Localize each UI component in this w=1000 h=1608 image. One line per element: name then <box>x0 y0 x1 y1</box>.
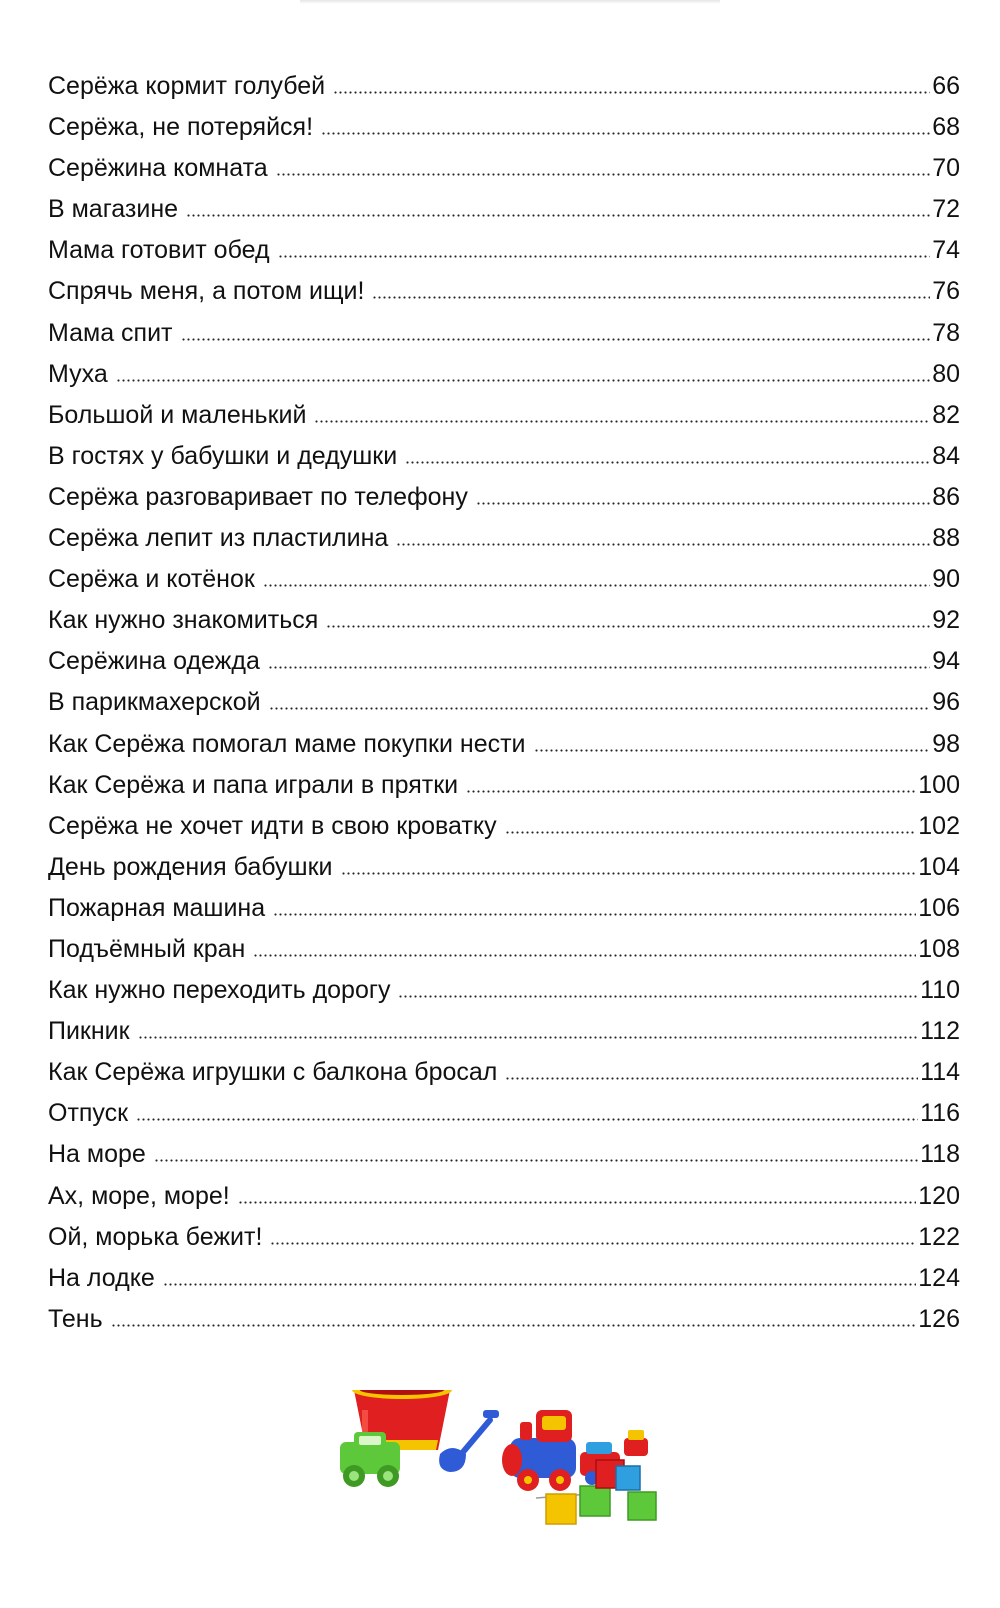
toc-entry-page-number: 80 <box>932 359 960 388</box>
toc-entry <box>48 641 960 682</box>
toc-dot-leader <box>405 461 930 464</box>
toc-entry <box>48 477 960 518</box>
toc-entry-page-number: 112 <box>920 1017 960 1046</box>
toc-entry-page-number: 118 <box>920 1140 960 1169</box>
toc-dot-leader <box>534 749 931 752</box>
table-of-contents <box>48 66 960 1340</box>
toc-dot-leader <box>466 790 916 793</box>
toc-entry-page-number: 114 <box>920 1058 960 1087</box>
toc-entry <box>48 148 960 189</box>
toc-entry <box>48 847 960 888</box>
toc-entry-title: Пожарная машина <box>48 893 266 922</box>
toc-entry <box>48 1052 960 1093</box>
toc-entry-page-number: 78 <box>932 318 960 347</box>
toc-entry-page-number: 90 <box>932 565 960 594</box>
toc-dot-leader <box>263 584 930 587</box>
toc-entry <box>48 1299 960 1340</box>
toc-entry <box>48 765 960 806</box>
toc-entry <box>48 518 960 559</box>
toc-entry-page-number: 72 <box>932 195 960 224</box>
toc-entry-title: Как Серёжа помогал маме покупки нести <box>48 729 526 758</box>
toc-entry-page-number: 68 <box>932 113 960 142</box>
toc-dot-leader <box>253 954 916 957</box>
toc-entry-page-number: 120 <box>918 1181 960 1210</box>
toc-entry <box>48 1258 960 1299</box>
toc-entry-page-number: 108 <box>918 934 960 963</box>
toc-dot-leader <box>341 872 917 875</box>
toc-entry <box>48 189 960 230</box>
toc-entry-title: Пикник <box>48 1017 130 1046</box>
toc-entry-page-number: 116 <box>920 1099 960 1128</box>
toc-entry-page-number: 74 <box>932 236 960 265</box>
toc-entry <box>48 1176 960 1217</box>
toc-entry-title: На море <box>48 1140 146 1169</box>
toc-entry-page-number: 70 <box>932 154 960 183</box>
toc-entry-title: Как Серёжа игрушки с балкона бросал <box>48 1058 498 1087</box>
toc-entry-title: Тень <box>48 1304 103 1333</box>
toc-entry <box>48 929 960 970</box>
toc-entry-page-number: 94 <box>932 647 960 676</box>
toc-dot-leader <box>273 913 916 916</box>
toc-entry-title: Ой, морька бежит! <box>48 1222 263 1251</box>
toc-entry <box>48 1093 960 1134</box>
toc-entry <box>48 1011 960 1052</box>
toc-entry-title: Как Серёжа и папа играли в прятки <box>48 770 459 799</box>
toc-entry <box>48 970 960 1011</box>
toc-dot-leader <box>505 1077 918 1080</box>
toc-entry-title: Серёжина одежда <box>48 647 260 676</box>
toc-entry-title: Подъёмный кран <box>48 934 246 963</box>
toc-entry <box>48 354 960 395</box>
toc-entry-title: Серёжа не хочет идти в свою кроватку <box>48 811 497 840</box>
toc-dot-leader <box>111 1324 917 1327</box>
toc-dot-leader <box>326 625 930 628</box>
page-top-edge <box>300 0 720 4</box>
toc-dot-leader <box>372 296 930 299</box>
toc-dot-leader <box>269 707 931 710</box>
toc-entry-page-number: 76 <box>932 277 960 306</box>
toc-dot-leader <box>476 502 930 505</box>
toc-dot-leader <box>268 666 930 669</box>
toc-entry-page-number: 106 <box>918 893 960 922</box>
toc-entry <box>48 395 960 436</box>
toc-entry <box>48 436 960 477</box>
toc-entry-title: Серёжа кормит голубей <box>48 72 326 100</box>
toc-dot-leader <box>238 1201 917 1204</box>
toc-dot-leader <box>181 338 931 341</box>
toc-entry-page-number: 102 <box>918 811 960 840</box>
toc-entry-page-number: 82 <box>932 400 960 429</box>
toc-entry <box>48 682 960 723</box>
toc-dot-leader <box>116 379 930 382</box>
toys-illustration <box>340 1390 680 1540</box>
toc-entry-title: На лодке <box>48 1263 155 1292</box>
toc-entry <box>48 107 960 148</box>
toc-entry <box>48 66 960 107</box>
toc-entry-page-number: 92 <box>932 606 960 635</box>
toc-entry-page-number: 124 <box>918 1263 960 1292</box>
toc-entry-page-number: 88 <box>932 524 960 553</box>
toc-entry <box>48 1134 960 1175</box>
toc-entry-title: Как нужно знакомиться <box>48 606 319 635</box>
toc-entry <box>48 806 960 847</box>
toc-dot-leader <box>314 420 930 423</box>
toc-entry-title: Серёжа, не потеряйся! <box>48 113 314 142</box>
toc-dot-leader <box>396 543 930 546</box>
toc-entry <box>48 230 960 271</box>
toc-dot-leader <box>505 831 917 834</box>
toc-entry-title: Отпуск <box>48 1099 129 1128</box>
toc-entry-title: Ах, море, море! <box>48 1181 230 1210</box>
toc-dot-leader <box>276 173 931 176</box>
toc-dot-leader <box>270 1242 916 1245</box>
toc-entry-page-number: 98 <box>932 729 960 758</box>
toc-entry-page-number: 86 <box>932 482 960 511</box>
toc-entry-title: Муха <box>48 359 108 388</box>
toc-entry-title: Мама спит <box>48 318 173 347</box>
toc-entry-title: В магазине <box>48 195 179 224</box>
toc-entry-page-number: 104 <box>918 852 960 881</box>
toc-entry-title: День рождения бабушки <box>48 852 333 881</box>
toc-dot-leader <box>398 995 918 998</box>
toc-entry-title: Мама готовит обед <box>48 236 270 265</box>
toc-entry-title: Серёжа разговаривает по телефону <box>48 482 468 511</box>
toc-entry-page-number: 126 <box>918 1304 960 1333</box>
toc-entry-page-number: 100 <box>918 770 960 799</box>
toc-dot-leader <box>163 1283 916 1286</box>
toc-entry-title: Большой и маленький <box>48 400 307 429</box>
toc-entry-title: Серёжа лепит из пластилина <box>48 524 389 553</box>
toc-entry <box>48 600 960 641</box>
toc-dot-leader <box>138 1036 919 1039</box>
toc-entry-page-number: 110 <box>920 976 960 1005</box>
toc-entry-page-number: 122 <box>918 1222 960 1251</box>
toc-dot-leader <box>278 255 931 258</box>
toc-dot-leader <box>321 132 930 135</box>
toc-entry-title: В парикмахерской <box>48 688 261 717</box>
toc-entry <box>48 271 960 312</box>
toc-entry <box>48 888 960 929</box>
toc-entry <box>48 559 960 600</box>
toc-entry <box>48 1217 960 1258</box>
toc-entry-title: В гостях у бабушки и дедушки <box>48 441 398 470</box>
toc-dot-leader <box>154 1159 918 1162</box>
toc-entry-page-number: 84 <box>932 441 960 470</box>
toc-dot-leader <box>186 214 930 217</box>
toc-entry <box>48 724 960 765</box>
toc-entry-title: Спрячь меня, а потом ищи! <box>48 277 365 306</box>
toc-entry-title: Серёжина комната <box>48 154 268 183</box>
toc-dot-leader <box>136 1118 918 1121</box>
toc-entry-page-number: 96 <box>932 688 960 717</box>
toc-entry-title: Серёжа и котёнок <box>48 565 255 594</box>
toc-dot-leader <box>333 91 930 94</box>
toc-entry-page-number: 66 <box>932 72 960 100</box>
shovel-icon <box>439 1410 499 1472</box>
toc-entry <box>48 313 960 354</box>
toc-entry-title: Как нужно переходить дорогу <box>48 976 391 1005</box>
